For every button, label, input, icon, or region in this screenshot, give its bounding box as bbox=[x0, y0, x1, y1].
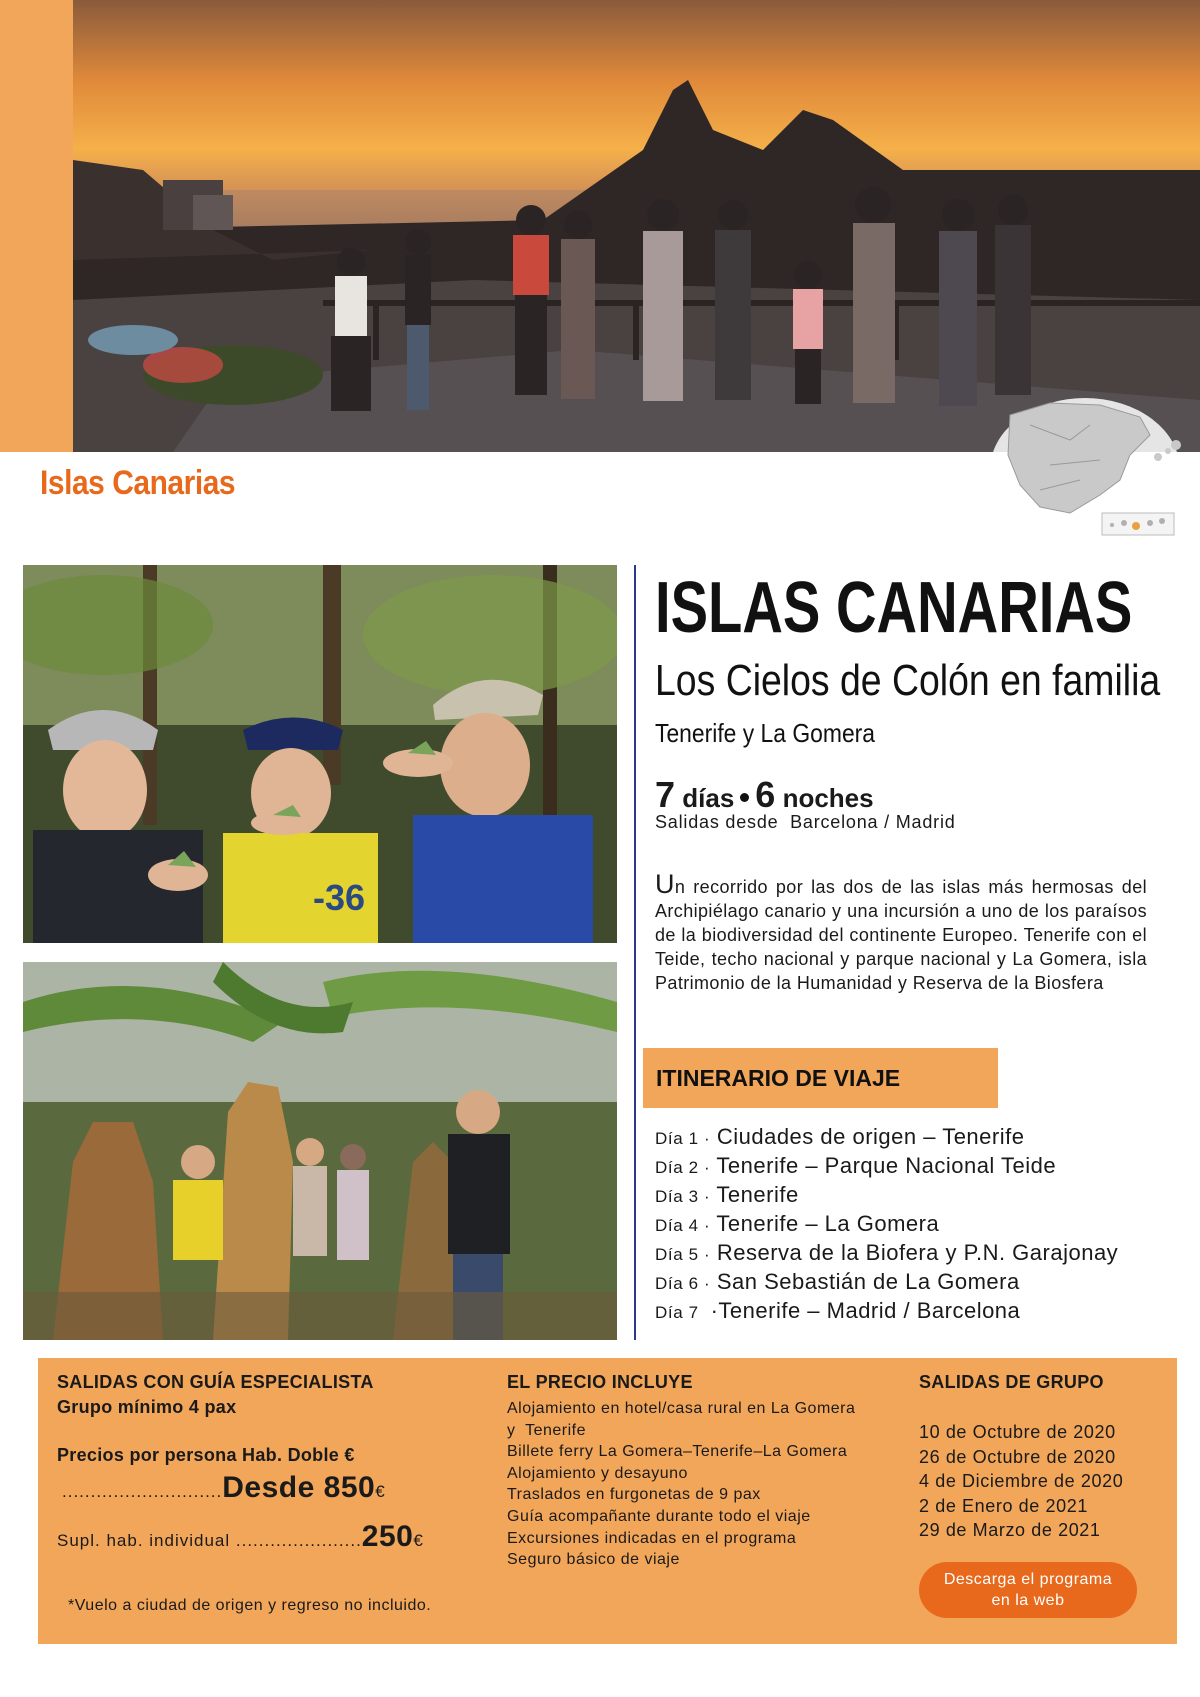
includes-list bbox=[507, 1398, 855, 1571]
day-number: Día 6 · bbox=[655, 1274, 711, 1293]
download-program-button[interactable] bbox=[919, 1562, 1137, 1618]
description-initial: U bbox=[655, 869, 675, 899]
spain-map-graphic bbox=[990, 395, 1190, 545]
departure-date: 26 de Octubre de 2020 bbox=[919, 1446, 1116, 1467]
supplement-currency: € bbox=[413, 1531, 424, 1550]
itinerary-day bbox=[655, 1267, 1118, 1296]
trip-duration bbox=[655, 774, 874, 816]
itinerary-day bbox=[655, 1296, 1118, 1325]
region-label: Islas Canarias bbox=[40, 464, 236, 502]
includes-item: Billete ferry La Gomera–Tenerife–La Gomera bbox=[507, 1443, 848, 1461]
day-description: Tenerife – Parque Nacional Teide bbox=[710, 1153, 1057, 1178]
day-description: Tenerife bbox=[710, 1182, 799, 1207]
price-currency: € bbox=[375, 1482, 386, 1501]
supplement-label: Supl. hab. individual ...................... bbox=[57, 1531, 362, 1550]
day-number: Día 2 · bbox=[655, 1158, 711, 1177]
svg-text:-36: -36 bbox=[313, 877, 366, 918]
price-dots: ............................ bbox=[62, 1482, 223, 1501]
nights-label: noches bbox=[782, 783, 874, 813]
departure-dates-list bbox=[919, 1420, 1123, 1543]
itinerary-day bbox=[655, 1238, 1118, 1267]
trip-islands: Tenerife y La Gomera bbox=[655, 718, 876, 748]
trip-description bbox=[655, 869, 1147, 995]
includes-item: Alojamiento en hotel/casa rural en La Gomera bbox=[507, 1400, 856, 1417]
day-number: Día 3 · bbox=[655, 1187, 711, 1206]
departure-date: 29 de Marzo de 2021 bbox=[919, 1520, 1101, 1540]
trip-title: ISLAS CANARIAS bbox=[655, 568, 1133, 648]
download-button-line1: Descarga el programa bbox=[943, 1571, 1113, 1588]
itinerary-list bbox=[655, 1122, 1118, 1325]
flight-footnote: *Vuelo a ciudad de origen y regreso no incluido. bbox=[68, 1597, 432, 1614]
departure-date: 4 de Diciembre de 2020 bbox=[919, 1471, 1124, 1491]
day-number: Día 7 bbox=[655, 1303, 704, 1322]
itinerary-day bbox=[655, 1122, 1118, 1151]
itinerary-day bbox=[655, 1151, 1118, 1180]
departure-cities: Salidas desde Barcelona / Madrid bbox=[655, 812, 956, 832]
day-number: Día 4 · bbox=[655, 1216, 711, 1235]
day-number: Día 5 · bbox=[655, 1245, 711, 1264]
price-row bbox=[62, 1471, 386, 1505]
bullet-dot bbox=[740, 793, 749, 802]
kids-forest-photo bbox=[23, 565, 617, 943]
supplement-value: 250 bbox=[361, 1520, 414, 1553]
day-description: San Sebastián de La Gomera bbox=[710, 1269, 1020, 1294]
hero-accent-strip bbox=[0, 0, 73, 452]
download-button-line2: en la web bbox=[991, 1592, 1065, 1609]
description-text: n recorrido por las dos de las islas más hermosas del Archipiélago canario y una incursión a uno de los paraísos de la biodiversidad del continente Europeo. Tenerife con el Teide, techo nacional y parque nacional y La Gomera, isla Patrimonio de la Humanidad y Reserva de la Biosfera bbox=[655, 877, 1147, 993]
includes-item: Traslados en furgonetas de 9 pax bbox=[507, 1486, 761, 1504]
departure-date: 10 de Octubre de 2020 bbox=[919, 1422, 1116, 1442]
price-label: Precios por persona Hab. Doble € bbox=[57, 1445, 355, 1465]
hero-sunset-photo bbox=[73, 0, 1200, 452]
banana-plantation-photo bbox=[23, 962, 617, 1340]
guide-title: SALIDAS CON GUÍA ESPECIALISTA bbox=[57, 1372, 374, 1392]
itinerary-header-label: ITINERARIO DE VIAJE bbox=[656, 1064, 901, 1091]
price-value: Desde 850 bbox=[222, 1471, 376, 1504]
trip-subtitle: Los Cielos de Colón en familia bbox=[655, 656, 1161, 705]
includes-item: Alojamiento y desayuno bbox=[507, 1464, 688, 1482]
includes-item: Seguro básico de viaje bbox=[507, 1551, 680, 1569]
itinerary-day bbox=[655, 1209, 1118, 1238]
column-divider bbox=[634, 565, 636, 1340]
includes-item: Guía acompañante durante todo el viaje bbox=[507, 1507, 811, 1525]
nights-number: 6 bbox=[755, 774, 776, 815]
day-description: Ciudades de origen – Tenerife bbox=[710, 1124, 1025, 1149]
departure-date: 2 de Enero de 2021 bbox=[919, 1495, 1088, 1516]
supplement-row bbox=[57, 1520, 424, 1554]
days-number: 7 bbox=[655, 774, 676, 815]
includes-title: EL PRECIO INCLUYE bbox=[507, 1372, 693, 1392]
itinerary-day bbox=[655, 1180, 1118, 1209]
includes-item: y Tenerife bbox=[507, 1421, 587, 1439]
includes-item: Excursiones indicadas en el programa bbox=[507, 1529, 797, 1547]
day-number: Día 1 · bbox=[655, 1129, 711, 1148]
day-description: ·Tenerife – Madrid / Barcelona bbox=[703, 1298, 1021, 1323]
group-minimum: Grupo mínimo 4 pax bbox=[57, 1397, 237, 1417]
itinerary-header bbox=[643, 1048, 998, 1108]
download-button-label bbox=[944, 1569, 1112, 1611]
group-departures-title: SALIDAS DE GRUPO bbox=[919, 1372, 1104, 1392]
days-label: días bbox=[682, 783, 735, 813]
day-description: Reserva de la Biofera y P.N. Garajonay bbox=[710, 1240, 1119, 1265]
day-description: Tenerife – La Gomera bbox=[710, 1211, 940, 1236]
